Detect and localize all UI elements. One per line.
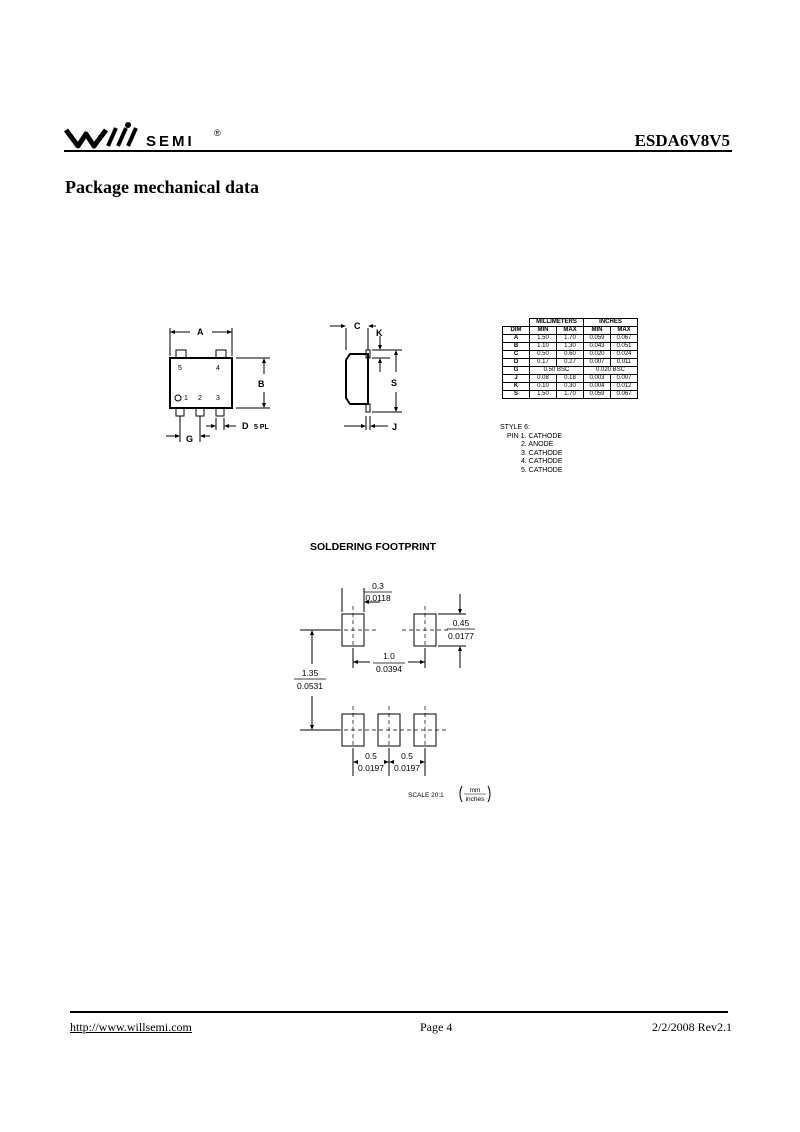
top-pitch-in: 0.0394 [376, 664, 402, 674]
bottom-pitch-1-in: 0.0197 [358, 763, 384, 773]
unit-mm: mm [469, 787, 481, 794]
table-cell: 0.059 [584, 391, 611, 399]
table-header-row [503, 327, 638, 335]
dim-label-s: S [391, 378, 398, 388]
dim-label-5pl: 5 PL [254, 424, 269, 431]
dim-label-d: D [242, 421, 249, 431]
footprint-title: SOLDERING FOOTPRINT [310, 541, 436, 553]
part-number: ESDA6V8V5 [634, 131, 730, 150]
table-cell: J [503, 375, 530, 383]
table-cell: 1.50 [530, 391, 557, 399]
table-cell: 0.020 [584, 351, 611, 359]
style-title: STYLE 6: [500, 424, 530, 431]
table-row [503, 335, 638, 343]
table-cell: G [503, 367, 530, 375]
scale-label: SCALE 20:1 [408, 792, 444, 799]
table-cell: A [503, 335, 530, 343]
table-cell: 0.011 [611, 359, 638, 367]
dim-label-a: A [197, 327, 204, 337]
pin-1-label: 1 [184, 395, 188, 402]
section-title: Package mechanical data [65, 177, 259, 197]
table-cell: 0.50 [530, 351, 557, 359]
header-rule [64, 150, 732, 152]
package-top-view [160, 316, 290, 448]
style-pin-line: 2. ANODE [521, 441, 554, 448]
table-group-header: INCHES [584, 319, 638, 327]
table-cell: 0.08 [530, 375, 557, 383]
table-cell: 0.10 [530, 383, 557, 391]
table-cell: 1.50 [530, 335, 557, 343]
table-cell: C [503, 351, 530, 359]
table-row [503, 391, 638, 399]
table-cell: 1.30 [557, 343, 584, 351]
table-cell: 0.067 [611, 391, 638, 399]
registered-mark: ® [214, 128, 221, 138]
table-group-header-row [503, 319, 638, 327]
footer-date-rev: 2/2/2008 Rev2.1 [652, 1020, 732, 1034]
pin-2-label: 2 [198, 395, 202, 402]
table-header-cell: DIM [503, 327, 530, 335]
table-cell: 0.17 [530, 359, 557, 367]
table-header-cell: MAX [557, 327, 584, 335]
dim-label-k: K [376, 328, 383, 338]
package-side-view [328, 316, 428, 436]
table-cell: 0.024 [611, 351, 638, 359]
soldering-footprint-drawing [290, 576, 500, 802]
table-cell: 0.004 [584, 383, 611, 391]
pad-height-in: 0.0177 [448, 631, 474, 641]
table-cell: S [503, 391, 530, 399]
pin-4-label: 4 [216, 365, 220, 372]
table-cell: 1.10 [530, 343, 557, 351]
table-header-cell: MIN [584, 327, 611, 335]
pin-5-label: 5 [178, 365, 182, 372]
table-row [503, 359, 638, 367]
top-pitch-mm: 1.0 [383, 651, 395, 661]
footer-url-link[interactable]: http://www.willsemi.com [70, 1020, 192, 1034]
bottom-pitch-2-mm: 0.5 [401, 751, 413, 761]
table-cell: 0.020 BSC [584, 367, 638, 375]
style-pin-line: PIN 1. CATHODE [507, 432, 563, 440]
table-row [503, 383, 638, 391]
table-cell: 0.007 [611, 375, 638, 383]
unit-inches: inches [465, 796, 485, 802]
table-cell: B [503, 343, 530, 351]
pad-height-mm: 0.45 [452, 618, 470, 628]
footer-rule [70, 1011, 728, 1013]
style-pin-line: 3. CATHODE [521, 449, 563, 457]
table-cell: 0.043 [584, 343, 611, 351]
table-cell: 0.30 [557, 383, 584, 391]
dim-label-c: C [354, 321, 361, 331]
table-row [503, 367, 638, 375]
pad-width-mm: 0.3 [372, 581, 384, 591]
row-gap-in: 0.0531 [297, 681, 323, 691]
table-cell: 0.18 [557, 375, 584, 383]
table-group-header: MILLIMETERS [530, 319, 584, 327]
table-header-cell: MAX [611, 327, 638, 335]
table-cell: 0.60 [557, 351, 584, 359]
bottom-pitch-2-in: 0.0197 [394, 763, 420, 773]
table-cell: D [503, 359, 530, 367]
table-cell: 0.012 [611, 383, 638, 391]
table-cell: 0.27 [557, 359, 584, 367]
dim-label-g: G [186, 434, 194, 444]
table-header-cell: MIN [530, 327, 557, 335]
dim-label-b: B [258, 379, 265, 389]
table-cell: 1.70 [557, 391, 584, 399]
table-cell: 0.059 [584, 335, 611, 343]
table-cell: 0.003 [584, 375, 611, 383]
table-row [503, 351, 638, 359]
bottom-pitch-1-mm: 0.5 [365, 751, 377, 761]
style-pin-line: 4. CATHODE [521, 458, 563, 465]
table-cell: 0.067 [611, 335, 638, 343]
style-pin-line: 5. CATHODE [521, 466, 563, 474]
logo-text: SEMI [146, 133, 195, 150]
table-cell: 0.051 [611, 343, 638, 351]
willsemi-logo [64, 118, 244, 152]
table-cell: 0.50 BSC [530, 367, 584, 375]
dim-label-j: J [392, 422, 398, 432]
row-gap-mm: 1.35 [301, 668, 319, 678]
pad-width-in: 0.0118 [365, 593, 391, 603]
pin-3-label: 3 [216, 395, 220, 402]
table-cell: 1.70 [557, 335, 584, 343]
dimension-table [502, 318, 638, 399]
style-block [500, 424, 563, 475]
table-cell: 0.007 [584, 359, 611, 367]
footer-page-number: Page 4 [420, 1020, 453, 1034]
table-row [503, 375, 638, 383]
table-cell: K [503, 383, 530, 391]
table-row [503, 343, 638, 351]
